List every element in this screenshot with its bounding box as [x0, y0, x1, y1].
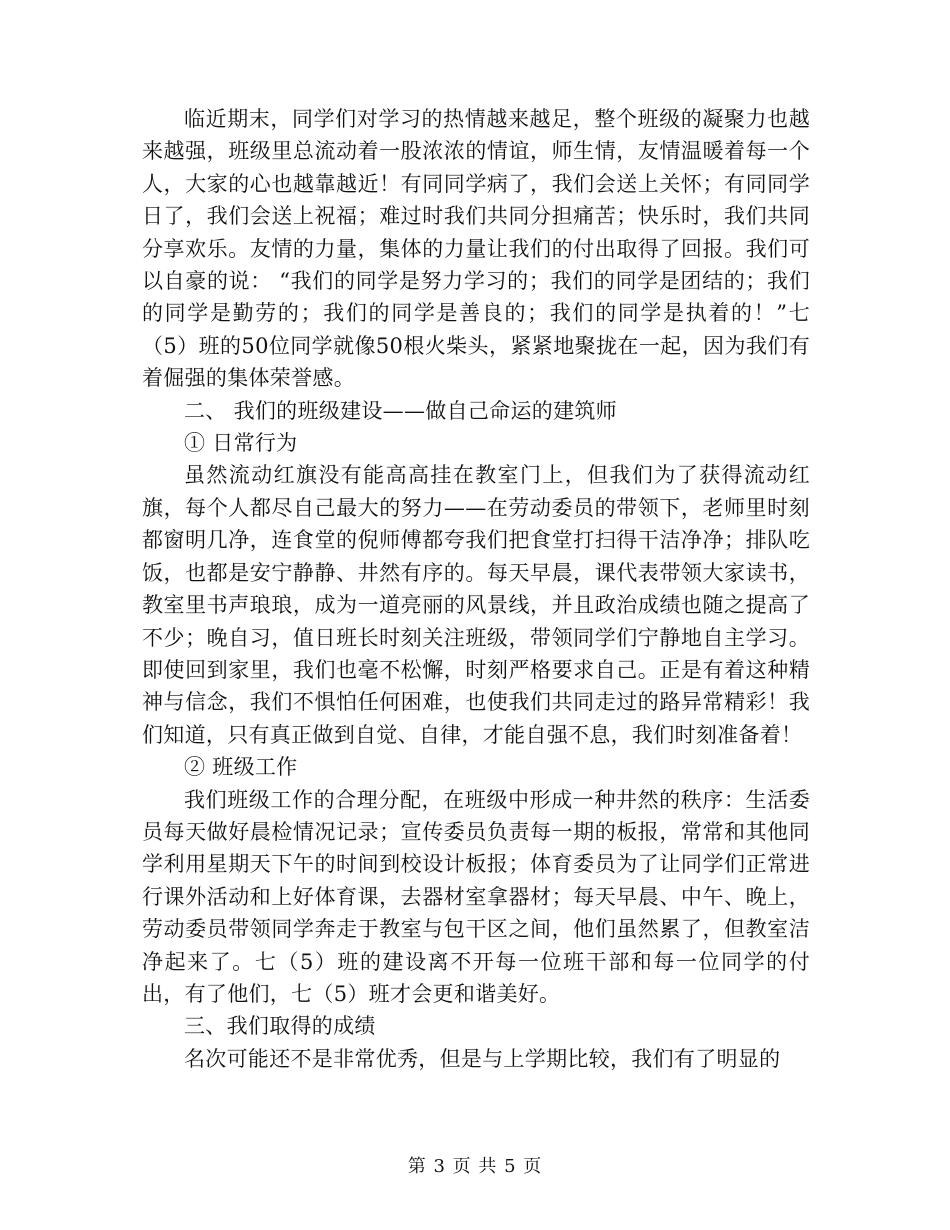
page-footer: 第 3 页 共 5 页	[407, 1156, 543, 1177]
paragraph-class-unity: 临近期末，同学们对学习的热情越来越足，整个班级的凝聚力也越来越强，班级里总流动着一股浓浓的情谊，师生情，友情温暖着每一个人，大家的心也越靠越近！有同同学病了，我们会送上关怀；有同同学日了，我们会送上祝福；难过时我们共同分担痛苦；快乐时，我们共同分享欢乐。友情的力量，集体的力量让我们的付出取得了回报。我们可以自豪的说： “我们的同学是努力学习的；我们的同学是团结的；我们的同学是勤劳的；我们的同学是善良的；我们的同学是执着的！”七（5）班的50位同学就像50根火柴头，紧紧地聚拢在一起，因为我们有着倔强的集体荣誉感。	[142, 107, 810, 391]
section-heading-achievements: 三、我们取得的成绩	[184, 1014, 376, 1039]
paragraph-class-work: 我们班级工作的合理分配，在班级中形成一种井然的秩序：生活委员每天做好晨检情况记录；宣传委员负责每一期的板报，常常和其他同学利用星期天下午的时间到校设计板报；体育委员为了让同学们正常进行课外活动和上好体育课，去器材室拿器材；每天早晨、中午、晚上，劳动委员带领同学奔走于教室与包干区之间，他们虽然累了，但教室洁净起来了。七（5）班的建设离不开每一位班干部和每一位同学的付出，有了他们，七（5）班才会更和谐美好。	[142, 787, 810, 1006]
document-body	[142, 103, 810, 1075]
paragraph-achievements: 名次可能还不是非常优秀，但是与上学期比较，我们有了明显的	[184, 1046, 781, 1071]
subsection-heading-daily-behavior: ① 日常行为	[184, 431, 298, 456]
subsection-heading-class-work: ② 班级工作	[184, 755, 298, 780]
paragraph-daily-behavior: 虽然流动红旗没有能高高挂在教室门上，但我们为了获得流动红旗，每个人都尽自己最大的努力——在劳动委员的带领下，老师里时刻都窗明几净，连食堂的倪师傅都夸我们把食堂打扫得干洁净净；排队吃饭，也都是安宁静静、井然有序的。每天早晨，课代表带领大家读书，教室里书声琅琅，成为一道亮丽的风景线，并且政治成绩也随之提高了不少；晚自习，值日班长时刻关注班级，带领同学们宁静地自主学习。即使回到家里，我们也毫不松懈，时刻严格要求自己。正是有着这种精神与信念，我们不惧怕任何困难，也使我们共同走过的路异常精彩！我们知道，只有真正做到自觉、自律，才能自强不息，我们时刻准备着！	[142, 463, 810, 747]
section-heading-class-building: 二、 我们的班级建设——做自己命运的建筑师	[184, 398, 617, 423]
